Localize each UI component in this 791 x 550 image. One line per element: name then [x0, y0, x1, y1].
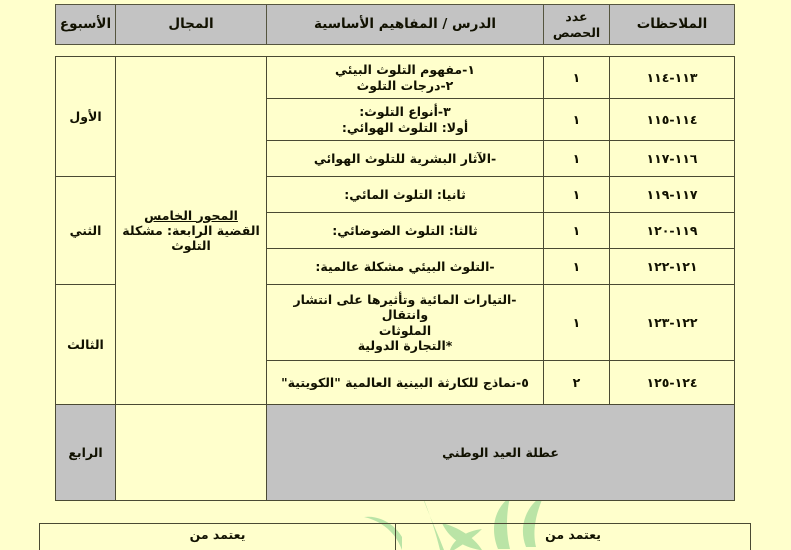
cell-notes: ١١٩-١٢٠	[610, 213, 735, 249]
table-row-holiday	[56, 405, 735, 501]
cell-session-count: ١	[544, 177, 610, 213]
column-header-session-count-line1: عدد	[565, 8, 588, 24]
cell-lesson: -التلوث البيئي مشكلة عالمية:	[267, 249, 544, 285]
footer-row	[40, 524, 751, 550]
cell-session-count: ١	[544, 213, 610, 249]
lesson-line: *التجارة الدولية	[357, 337, 453, 353]
lesson-line: الملوثات	[378, 322, 432, 338]
column-header-lesson: الدرس / المفاهيم الأساسية	[267, 5, 544, 45]
cell-session-count: ٢	[544, 361, 610, 405]
lesson-line: ٢-درجات التلوث	[356, 77, 454, 93]
cell-lesson	[267, 99, 544, 141]
cell-week-second: الثني	[56, 177, 116, 285]
column-header-session-count-line2: الحصص	[552, 24, 601, 40]
table-header-row	[55, 4, 735, 45]
column-header-session-count	[544, 5, 610, 45]
cell-notes: ١١٦-١١٧	[610, 141, 735, 177]
cell-week-first: الأول	[56, 57, 116, 177]
field-topic-line: التلوث	[171, 238, 211, 254]
approval-footer	[39, 523, 751, 550]
cell-lesson: ٥-نماذج للكارثة البينية العالمية "الكويتية"	[267, 361, 544, 405]
cell-session-count: ١	[544, 99, 610, 141]
cell-notes: ١٢٢-١٢٣	[610, 285, 735, 361]
cell-field-unit	[116, 57, 267, 405]
cell-notes: ١١٣-١١٤	[610, 57, 735, 99]
cell-week-third: الثالث	[56, 285, 116, 405]
column-header-week: الأسبوع	[56, 5, 116, 45]
cell-notes: ١١٧-١١٩	[610, 177, 735, 213]
cell-notes: ١٢٤-١٢٥	[610, 361, 735, 405]
approval-cell-right: يعتمد من	[396, 524, 751, 550]
cell-lesson	[267, 57, 544, 99]
curriculum-plan-table	[55, 56, 735, 501]
cell-session-count: ١	[544, 249, 610, 285]
cell-lesson: -الآثار البشرية للتلوث الهوائي	[267, 141, 544, 177]
lesson-line: -التيارات المائية وتأثيرها على انتشار وانتقال	[293, 292, 517, 323]
column-header-notes: الملاحظات	[610, 5, 735, 45]
cell-field-empty	[116, 405, 267, 501]
cell-session-count: ١	[544, 141, 610, 177]
cell-notes: ١٢١-١٢٢	[610, 249, 735, 285]
cell-session-count: ١	[544, 57, 610, 99]
column-header-field: المجال	[116, 5, 267, 45]
cell-notes: ١١٤-١١٥	[610, 99, 735, 141]
cell-session-count: ١	[544, 285, 610, 361]
table-row	[56, 57, 735, 99]
cell-holiday-label: عطلة العيد الوطني	[267, 405, 735, 501]
lesson-line: أولا: التلوث الهوائي:	[341, 119, 469, 135]
approval-cell-left: يعتمد من	[40, 524, 396, 550]
lesson-line: ١-مفهوم التلوث البيئي	[334, 62, 476, 78]
lesson-line: ٣-أنواع التلوث:	[359, 104, 451, 120]
cell-week-fourth: الرابع	[56, 405, 116, 501]
header-row	[56, 5, 735, 45]
field-unit-title: المحور الخامس	[144, 207, 238, 223]
cell-lesson: ثانيا: التلوث المائي:	[267, 177, 544, 213]
field-issue-line: القضية الرابعة: مشكلة	[122, 222, 260, 238]
cell-lesson	[267, 285, 544, 361]
cell-lesson: ثالثا: التلوث الضوضائي:	[267, 213, 544, 249]
